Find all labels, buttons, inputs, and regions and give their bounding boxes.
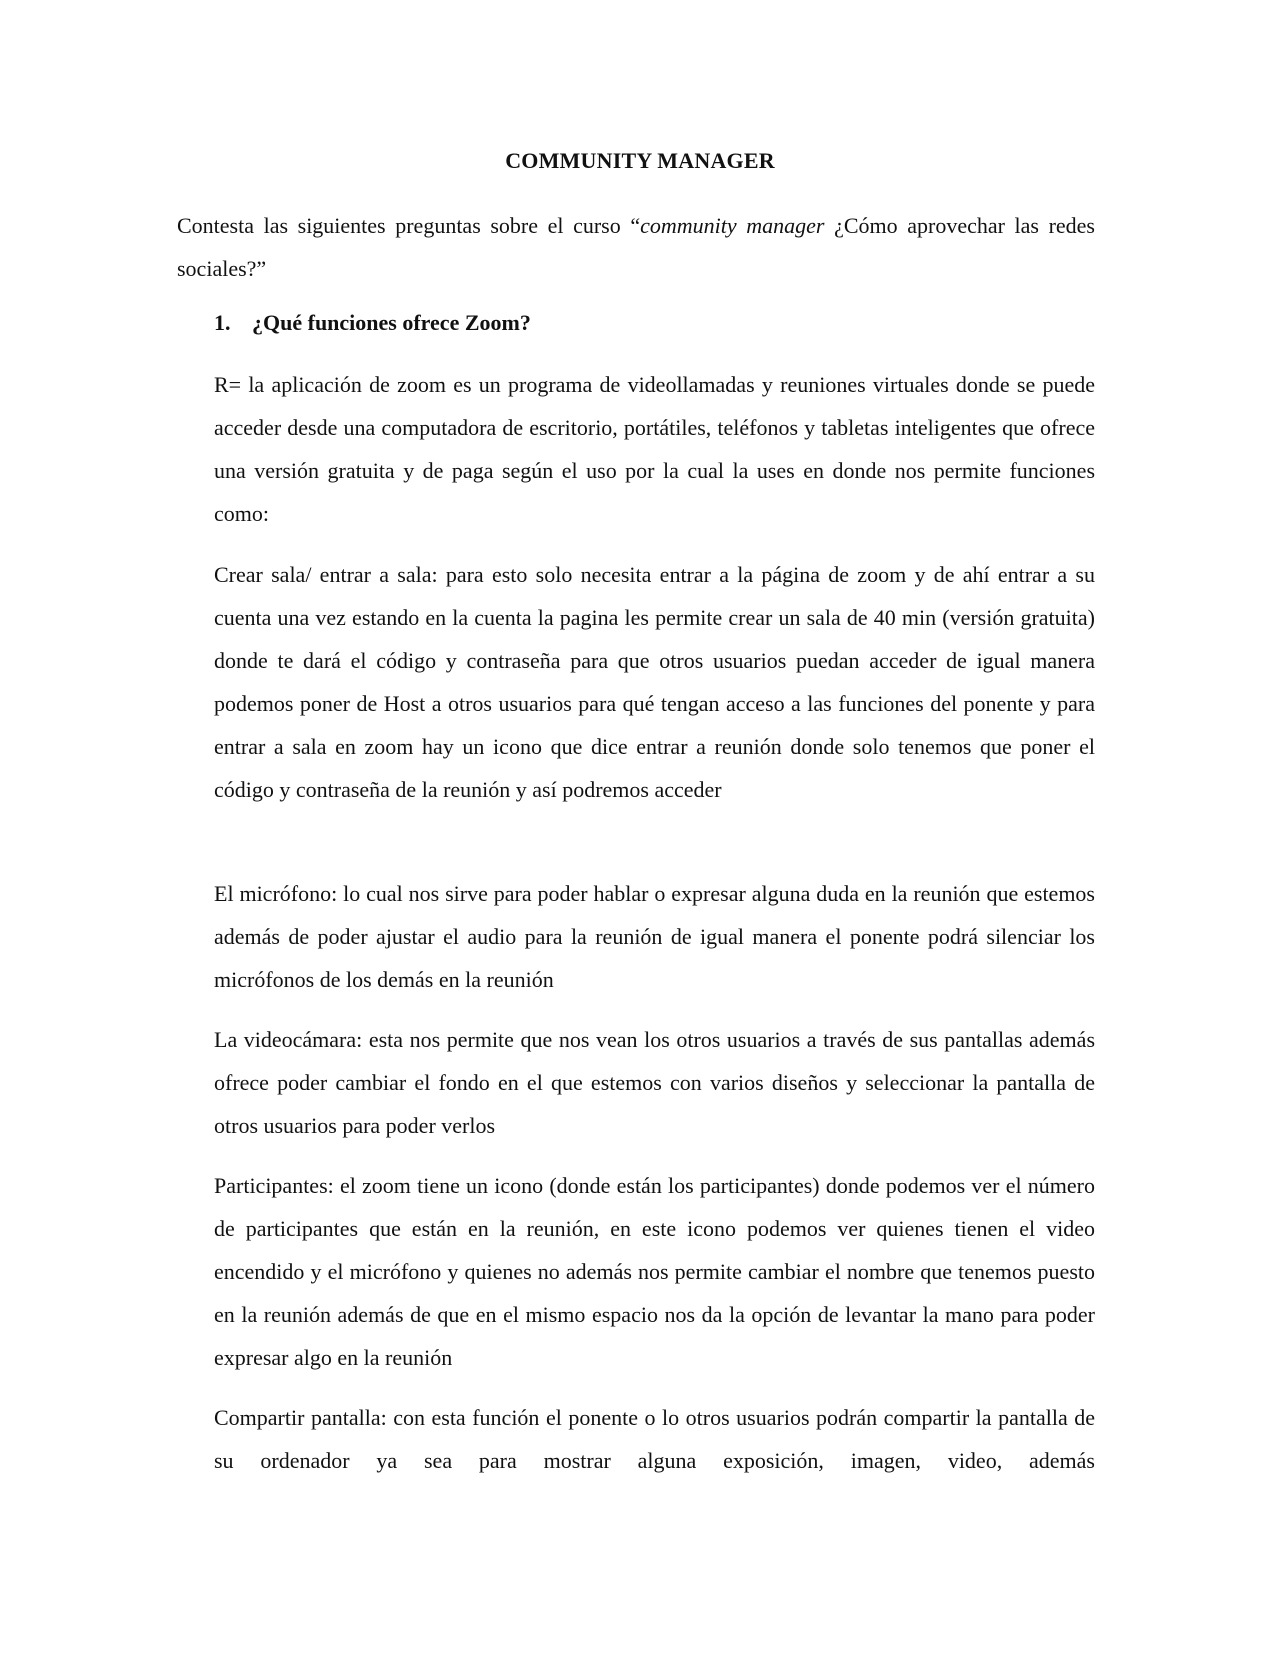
answer-paragraph-crear-sala <box>214 553 1095 811</box>
question-text: ¿Qué funciones ofrece Zoom? <box>252 310 531 335</box>
paragraph-text: La videocámara: esta nos permite que nos vean los otros usuarios a través de sus pantallas además ofrece poder cambiar el fondo en el que estemos con varios diseños y seleccionar la pantalla de otros usuarios para poder verlos <box>214 1027 1095 1138</box>
intro-paragraph <box>177 204 1095 290</box>
paragraph-text: Compartir pantalla: con esta función el ponente o lo otros usuarios podrán compartir la pantalla de su ordenador ya sea para mostrar alguna exposición, imagen, video, además <box>214 1405 1095 1473</box>
intro-text-start: Contesta las siguientes preguntas sobre el curso “ <box>177 213 641 238</box>
answer-paragraph-participantes <box>214 1164 1095 1379</box>
paragraph-text: El micrófono: lo cual nos sirve para poder hablar o expresar alguna duda en la reunión que estemos además de poder ajustar el audio para la reunión de igual manera el ponente podrá silenciar los micrófonos de los demás en la reunión <box>214 881 1095 992</box>
answer-paragraph-videocamara <box>214 1018 1095 1147</box>
paragraph-text: R= la aplicación de zoom es un programa de videollamadas y reuniones virtuales donde se puede acceder desde una computadora de escritorio, portátiles, teléfonos y tabletas inteligentes que ofrece una versión gratuita y de paga según el uso por la cual la uses en donde nos permite funciones como: <box>214 372 1095 526</box>
question-heading <box>214 308 1074 338</box>
paragraph-text: Crear sala/ entrar a sala: para esto solo necesita entrar a la página de zoom y de ahí entrar a su cuenta una vez estando en la cuenta la pagina les permite crear un sala de 40 min (versión gratuita) donde te dará el código y contraseña para que otros usuarios puedan acceder de igual manera podemos poner de Host a otros usuarios para qué tengan acceso a las funciones del ponente y para entrar a sala en zoom hay un icono que dice entrar a reunión donde solo tenemos que poner el código y contraseña de la reunión y así podremos acceder <box>214 562 1095 802</box>
intro-emphasis: community manager <box>640 213 825 238</box>
paragraph-text: Participantes: el zoom tiene un icono (donde están los participantes) donde podemos ver el número de participantes que están en la reunión, en este icono podemos ver quienes tienen el video encendido y el micrófono y quienes no además nos permite cambiar el nombre que tenemos puesto en la reunión además de que en el mismo espacio nos da la opción de levantar la mano para poder expresar algo en la reunión <box>214 1173 1095 1370</box>
intro-text-end: ¿Cómo aprovechar las redes sociales?” <box>177 213 1095 281</box>
page-title: COMMUNITY MANAGER <box>505 148 775 173</box>
answer-paragraph-microfono <box>214 872 1095 1001</box>
answer-paragraph-compartir-pantalla <box>214 1396 1095 1482</box>
question-number: 1. <box>214 310 231 335</box>
answer-paragraph-intro <box>214 363 1095 535</box>
